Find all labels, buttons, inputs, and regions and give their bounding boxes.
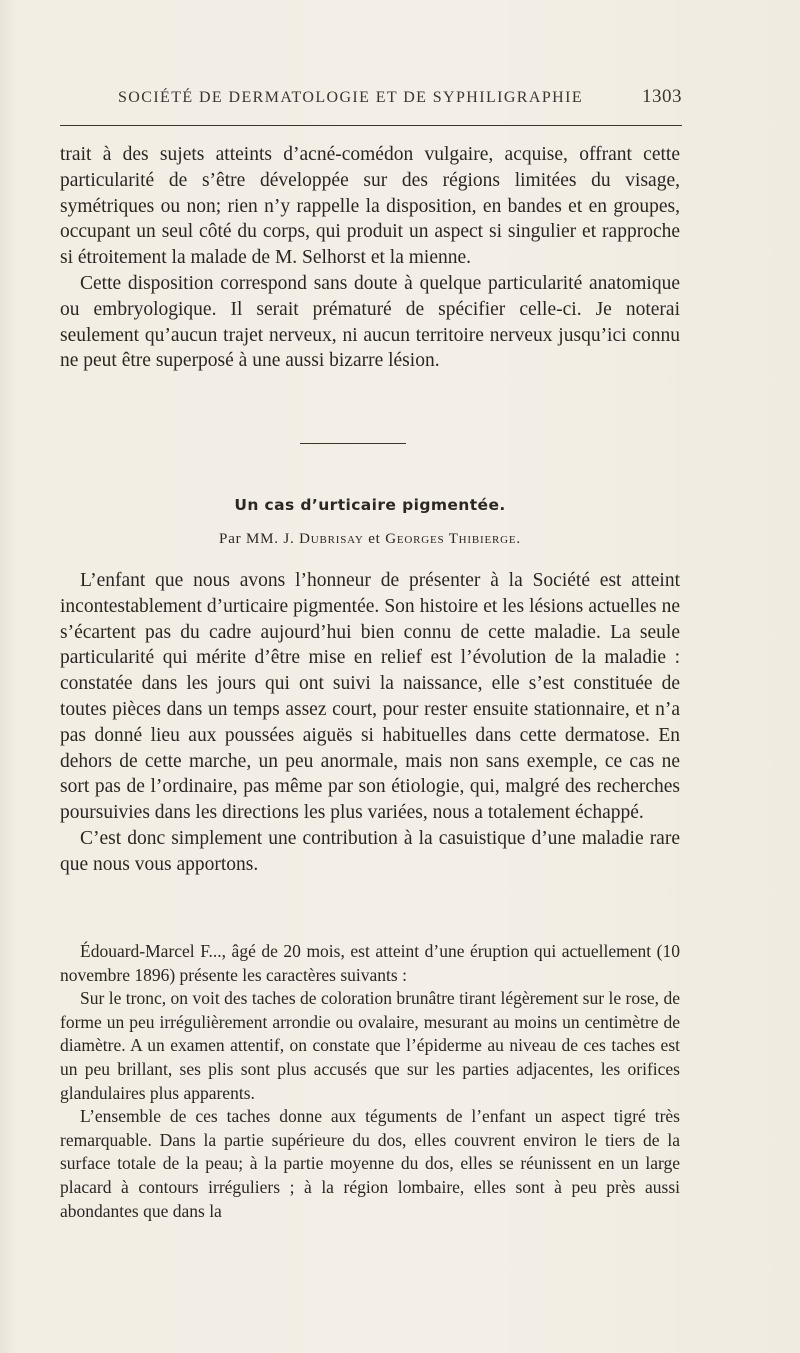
paragraph: Sur le tronc, on voit des taches de coloration brunâtre tirant légèrement sur le rose, de forme un peu irrégulièrement arrondie ou ovalaire, mesurant au moins un centimètre de diamètre. A un examen attentif, on constate que l’épiderme au niveau de ces taches est un peu brillant, ses plis sont plus accusés que sur les parties adjacentes, les orifices glandulaires plus apparents. (60, 988, 680, 1103)
article-title: Un cas d’urticaire pigmentée. (234, 496, 506, 514)
paragraph: Cette disposition correspond sans doute à quelque particularité anatomique ou embryologique. Il serait prématuré de spécifier celle-ci. Je noterai seulement qu’aucun trajet nerveux, ni aucun territoire nerveux jusqu’ici connu ne peut être superposé à une aussi bizarre lésion. (60, 272, 680, 372)
paragraph: trait à des sujets atteints d’acné-comédon vulgaire, acquise, offrant cette particularité de s’être développée sur des régions limitées du visage, symétriques ou non; rien n’y rappelle la disposition, en bandes et en groupes, occupant un seul côté du corps, qui produit un aspect si singulier et rapproche si étroitement la malade de M. Selhorst et la mienne. (60, 144, 680, 269)
byline-prefix: Par MM. J. (219, 531, 295, 547)
continued-text-block (60, 142, 680, 374)
article-byline (60, 531, 680, 548)
case-observation (60, 940, 680, 1223)
page-number: 1303 (642, 86, 682, 107)
running-title: SOCIÉTÉ DE DERMATOLOGIE ET DE SYPHILIGRAPHIE (118, 89, 583, 106)
paragraph: L’enfant que nous avons l’honneur de présenter à la Société est atteint incontestablement d’urticaire pigmentée. Son histoire et les lésions actuelles ne s’écartent pas du cadre aujourd’hui bien connu de cette maladie. La seule particularité qui mérite d’être mise en relief est l’évolution de la maladie : constatée dans les jours qui ont suivi la naissance, elle s’est constituée de toutes pièces dans un temps assez court, pour rester ensuite stationnaire, et n’a pas donné lieu aux poussées aiguës si habituelles dans cette dermatose. En dehors de cette marche, un peu anormale, mais non sans exemple, ce cas ne sort pas de l’ordinaire, pas même par son étiologie, qui, malgré des recherches poursuivies dans les directions les plus variées, nous a totalement échappé. (60, 570, 680, 824)
byline-conjunction: et (368, 531, 381, 547)
paragraph: C’est donc simplement une contribution à la casuistique d’une maladie rare que nous vous apportons. (60, 827, 680, 875)
article-body (60, 568, 680, 878)
paragraph: Édouard-Marcel F..., âgé de 20 mois, est atteint d’une éruption qui actuellement (10 novembre 1896) présente les caractères suivants : (60, 941, 680, 985)
header-rule (60, 125, 682, 126)
section-separator (300, 443, 406, 444)
running-header (118, 86, 682, 108)
author-name: Dubrisay (299, 531, 364, 547)
paragraph: L’ensemble de ces taches donne aux téguments de l’enfant un aspect tigré très remarquable. Dans la partie supérieure du dos, elles couvrent environ le tiers de la surface totale de la peau; à la partie moyenne du dos, elles se réunissent en un large placard à contours irréguliers ; à la région lombaire, elles sont à peu près aussi abondantes que dans la (60, 1106, 680, 1221)
author-name: Georges Thibierge. (385, 531, 521, 547)
